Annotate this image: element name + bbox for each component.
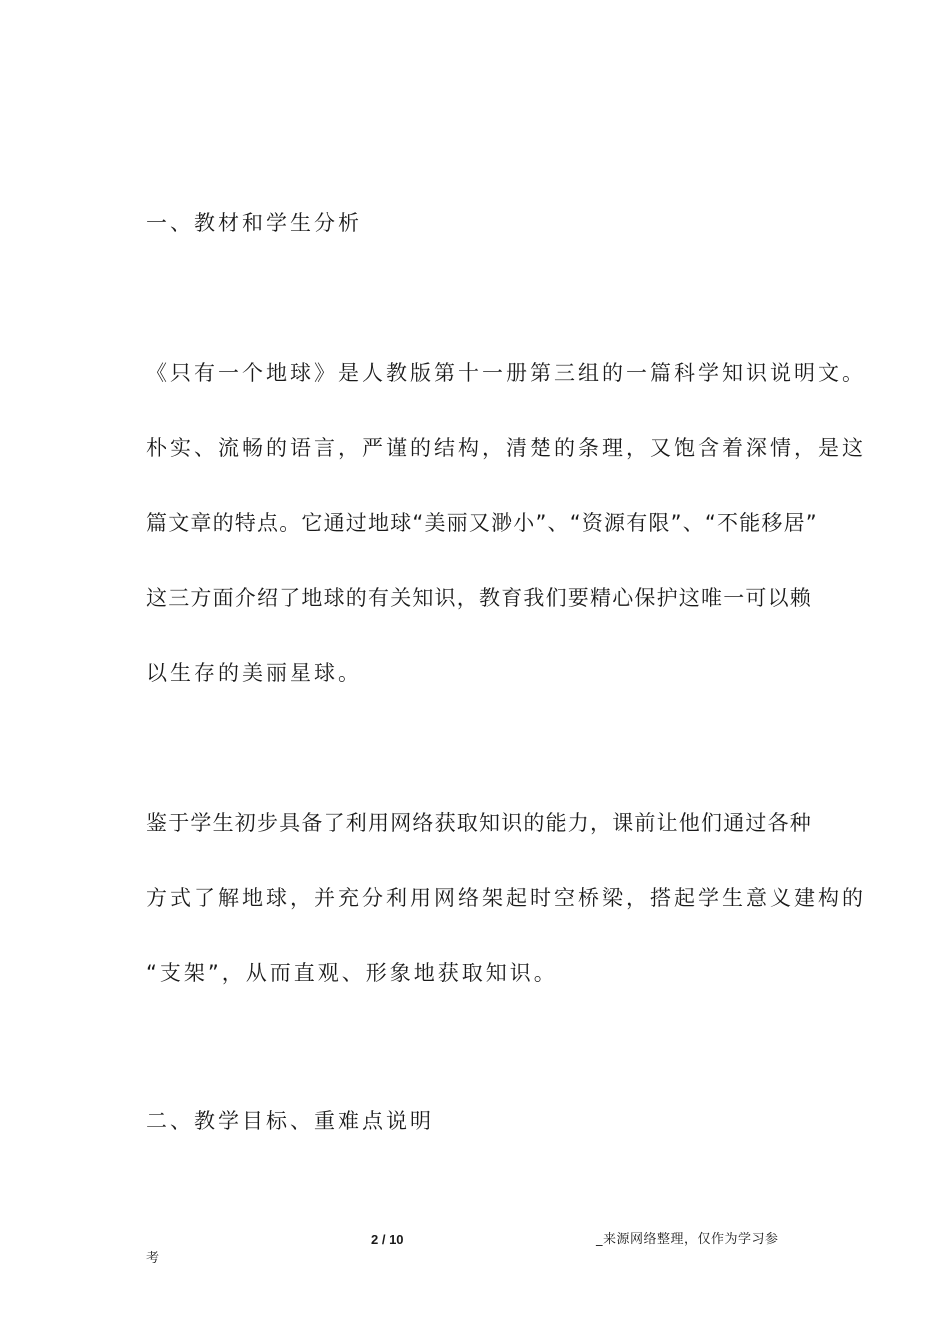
source-note-continuation: 考 <box>146 1251 160 1266</box>
paragraph-line: 《只有一个地球》是人教版第十一册第三组的一篇科学知识说明文。 <box>146 361 866 385</box>
paragraph-line: 这三方面介绍了地球的有关知识，教育我们要精心保护这唯一可以赖 <box>146 586 812 610</box>
paragraph-line: “支架”，从而直观、形象地获取知识。 <box>146 961 558 985</box>
source-note: _来源网络整理，仅作为学习参 <box>596 1232 779 1247</box>
paragraph-line: 朴实、流畅的语言，严谨的结构，清楚的条理，又饱含着深情，是这 <box>146 436 866 460</box>
paragraph-line: 以生存的美丽星球。 <box>146 661 362 685</box>
paragraph-line: 方式了解地球，并充分利用网络架起时空桥梁，搭起学生意义建构的 <box>146 886 866 910</box>
section-heading-1: 一、教材和学生分析 <box>146 211 362 235</box>
page-number: 2 / 10 <box>371 1232 404 1247</box>
paragraph-line: 鉴于学生初步具备了利用网络获取知识的能力，课前让他们通过各种 <box>146 811 812 835</box>
paragraph-line: 篇文章的特点。它通过地球“美丽又渺小”、“资源有限”、“不能移居” <box>146 511 818 535</box>
section-heading-2: 二、教学目标、重难点说明 <box>146 1109 434 1133</box>
